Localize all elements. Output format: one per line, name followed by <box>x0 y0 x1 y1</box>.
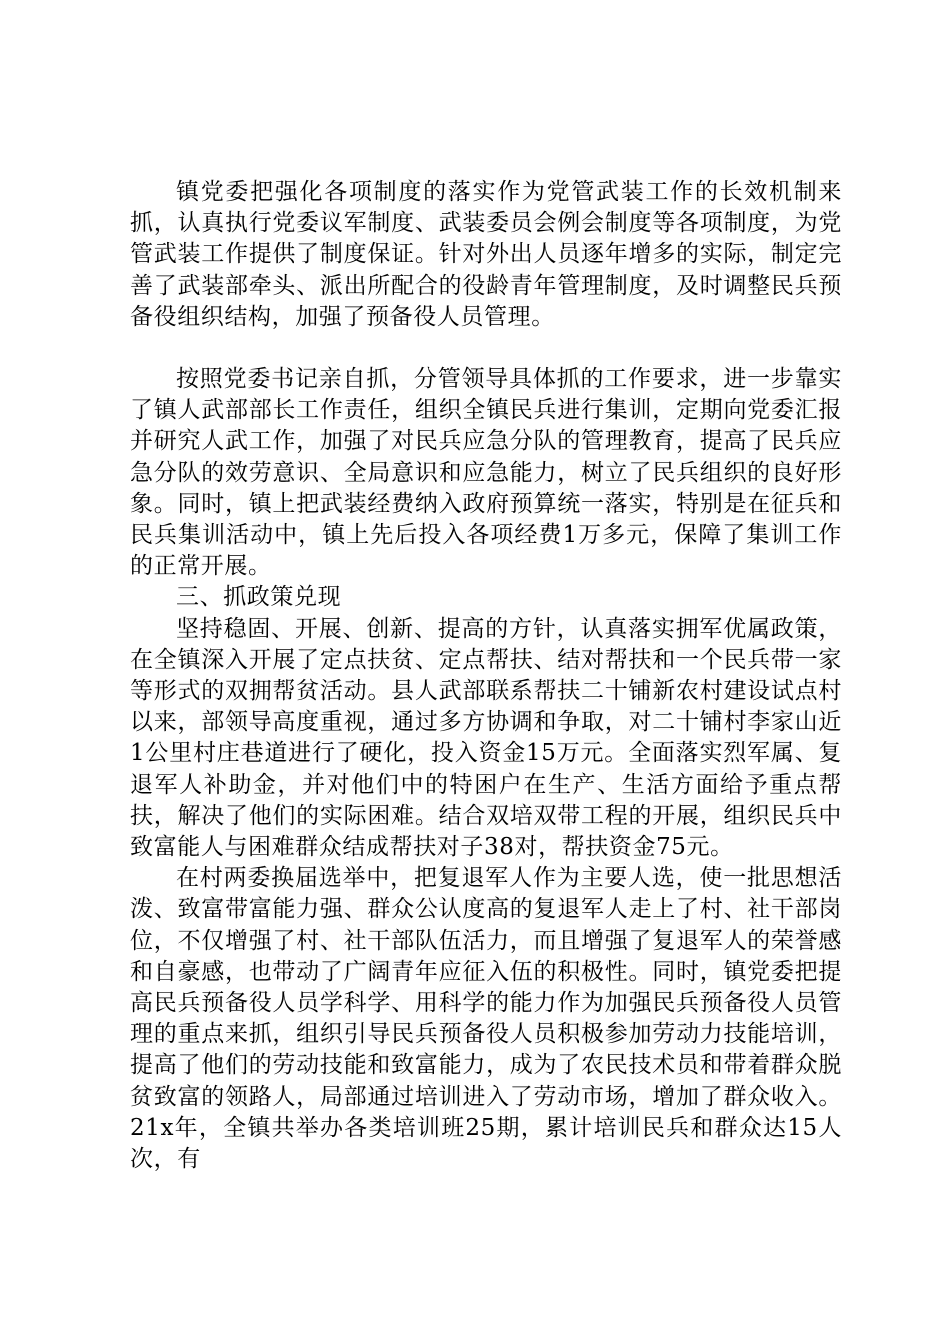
paragraph-gap <box>130 333 842 364</box>
section-heading-policy: 三、抓政策兑现 <box>176 584 342 611</box>
paragraph-leadership-duty: 按照党委书记亲自抓，分管领导具体抓的工作要求，进一步靠实了镇人武部部长工作责任，组织全镇民兵进行集训，定期向党委汇报并研究人武工作，加强了对民兵应急分队的管理教育，提高了民兵应急分队的效劳意识、全局意识和应急能力，树立了民兵组织的良好形象。同时，镇上把武装经费纳入政府预算统一落实，特别是在征兵和民兵集训活动中，镇上先后投入各项经费1万多元，保障了集训工作的正常开展。 <box>130 366 842 580</box>
paragraph-veterans-training: 在村两委换届选举中，把复退军人作为主要人选，使一批思想活泼、致富带富能力强、群众公认度高的复退军人走上了村、社干部岗位，不仅增强了村、社干部队伍活力，而且增强了复退军人的荣誉感和自豪感，也带动了广阔青年应征入伍的积极性。同时，镇党委把提高民兵预备役人员学科学、用科学的能力作为加强民兵预备役人员管理的重点来抓，组织引导民兵预备役人员积极参加劳动力技能培训，提高了他们的劳动技能和致富能力，成为了农民技术员和带着群众脱贫致富的领路人，局部通过培训进入了劳动市场，增加了群众收入。21x年，全镇共举办各类培训班25期，累计培训民兵和群众达15人次，有 <box>130 865 842 1173</box>
paragraph-system-building: 镇党委把强化各项制度的落实作为党管武装工作的长效机制来抓，认真执行党委议军制度、武装委员会例会制度等各项制度，为党管武装工作提供了制度保证。针对外出人员逐年增多的实际，制定完善了武装部牵头、派出所配合的役龄青年管理制度，及时调整民兵预备役组织结构，加强了预备役人员管理。 <box>130 179 842 330</box>
document-body <box>130 177 842 1175</box>
paragraph-support-activities: 坚持稳固、开展、创新、提高的方针，认真落实拥军优属政策，在全镇深入开展了定点扶贫、定点帮扶、结对帮扶和一个民兵带一家等形式的双拥帮贫活动。县人武部联系帮扶二十铺新农村建设试点村以来，部领导高度重视，通过多方协调和争取，对二十铺村李家山近1公里村庄巷道进行了硬化，投入资金15万元。全面落实烈军属、复退军人补助金，并对他们中的特困户在生产、生活方面给予重点帮扶，解决了他们的实际困难。结合双培双带工程的开展，组织民兵中致富能人与困难群众结成帮扶对子38对，帮扶资金75元。 <box>130 615 842 861</box>
